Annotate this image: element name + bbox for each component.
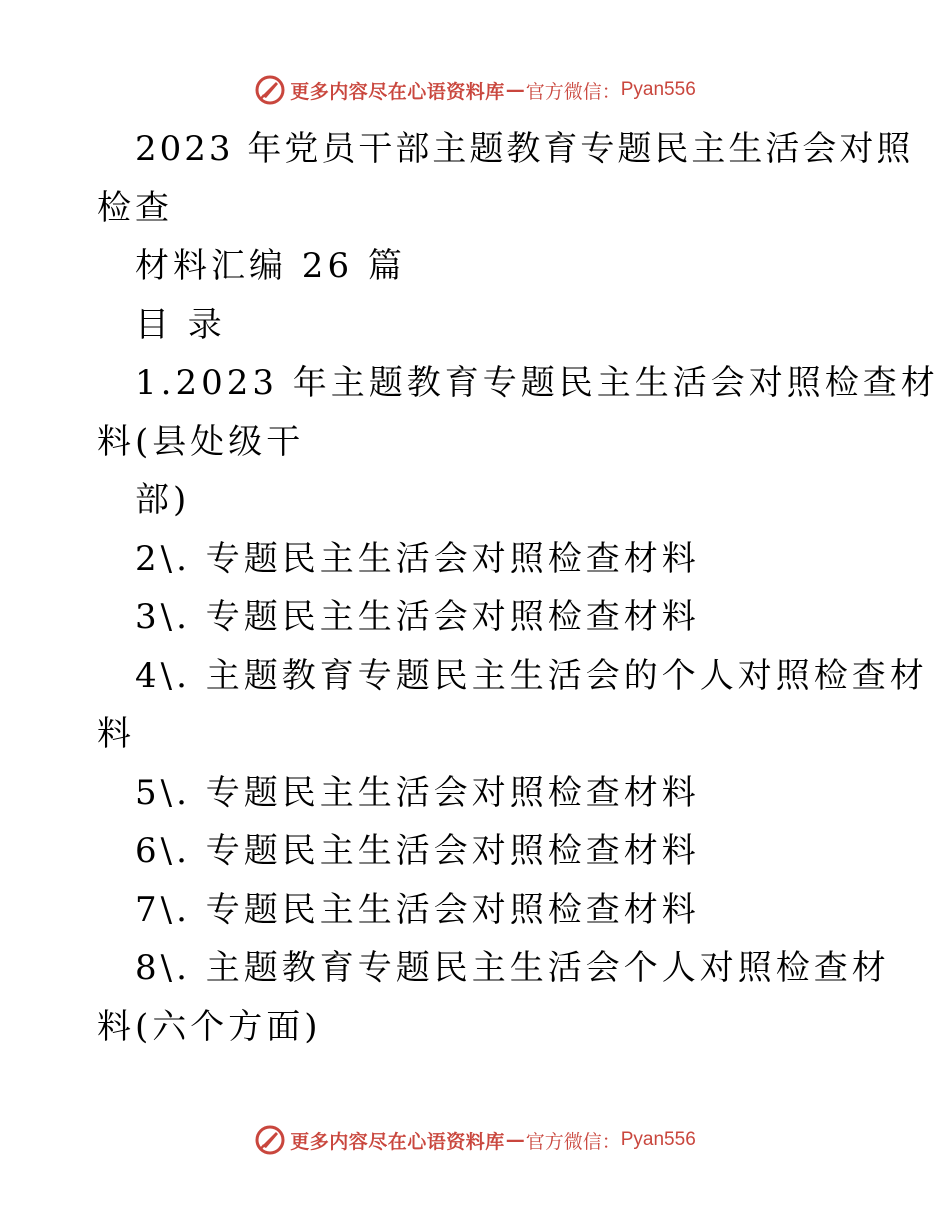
toc-item-8-line-2: 料(六个方面) [97, 1006, 322, 1047]
toc-item-8-line-1: 8\. 主题教育专题民主生活会个人对照检查材 [135, 948, 890, 988]
toc-item-6: 6\. 专题民主生活会对照检查材料 [135, 831, 700, 871]
document-subtitle: 材料汇编 26 篇 [135, 246, 406, 286]
toc-heading: 目 录 [135, 304, 226, 345]
header-watermark [0, 70, 950, 110]
quill-logo-icon [254, 74, 286, 106]
watermark-text: 更多内容尽在心语资料库 [290, 80, 505, 103]
document-title-line-1: 2023 年党员干部主题教育专题民主生活会对照 [135, 129, 914, 169]
toc-item-3: 3\. 专题民主生活会对照检查材料 [135, 597, 700, 637]
document-body [97, 120, 939, 1056]
toc-item-1-line-2: 料(县处级干 [97, 421, 305, 462]
document-title-line-2: 检查 [97, 187, 173, 228]
watermark-account: Pyan556 [620, 1129, 696, 1150]
watermark-label: 官方微信： [525, 1130, 621, 1153]
quill-logo-icon [254, 1124, 286, 1156]
toc-item-2: 2\. 专题民主生活会对照检查材料 [135, 538, 700, 579]
toc-item-7: 7\. 专题民主生活会对照检查材料 [135, 889, 700, 930]
watermark-account: Pyan556 [620, 79, 696, 100]
footer-watermark [0, 1120, 950, 1160]
watermark-dash: — [505, 79, 525, 101]
watermark-text: 更多内容尽在心语资料库 [290, 1130, 505, 1153]
watermark-label: 官方微信： [525, 80, 621, 103]
toc-item-4-line-1: 4\. 主题教育专题民主生活会的个人对照检查材 [135, 655, 928, 696]
toc-item-4-line-2: 料 [97, 714, 135, 754]
watermark-dash: — [505, 1129, 525, 1151]
toc-item-1-line-1: 1.2023 年主题教育专题民主生活会对照检查材 [135, 363, 939, 403]
toc-item-5: 5\. 专题民主生活会对照检查材料 [135, 772, 700, 813]
toc-item-1-line-3: 部) [135, 480, 191, 520]
